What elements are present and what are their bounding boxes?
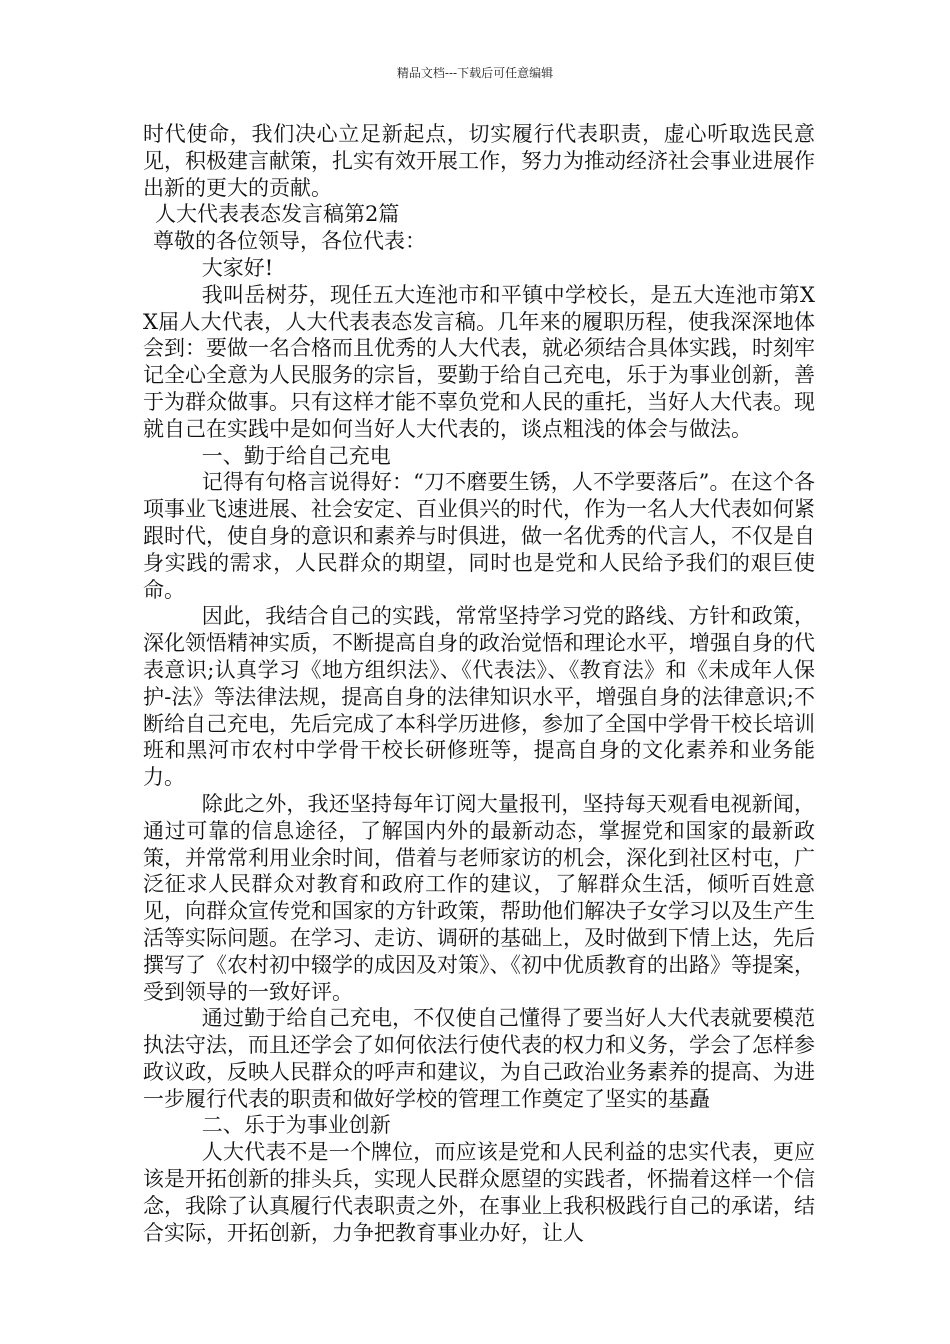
paragraph-summary: 通过勤于给自己充电，不仅使自己懂得了要当好人大代表就要模范执法守法，而且还学会了如何依法行使代表的权力和义务，学会了怎样参政议政，反映人民群众的呼声和建议，为自己政治业务素养的提高、为进一步履行代表的职责和做好学校的管理工作奠定了坚实的基矗 [143,1006,815,1111]
greeting: 大家好! [201,255,274,280]
page-header: 精品文档---下载后可任意编辑 [396,66,554,80]
section-title: 人大代表表态发言稿第2篇 [155,202,400,227]
paragraph-study: 因此，我结合自己的实践，常常坚持学习党的路线、方针和政策，深化领悟精神实质，不断提高自身的政治觉悟和理论水平，增强自身的代表意识;认真学习《地方组织法》、《代表法》、《教育法》和《未成年人保护-法》等法律法规，提高自身的法律知识水平，增强自身的法律意识;不断给自己充电，先后完成了本科学历进修，参加了全国中学骨干校长培训班和黑河市农村中学骨干校长研修班等，提高自身的文化素养和业务能力。 [143,604,815,790]
paragraph-proverb: 记得有句格言说得好：“刀不磨要生锈，人不学要落后”。在这个各项事业飞速进展、社会安定、百业俱兴的时代，作为一名人大代表如何紧跟时代，使自身的意识和素养与时俱进，做一名优秀的代言人，不仅是自身实践的需求，人民群众的期望，同时也是党和人民给予我们的艰巨使命。 [143,470,815,602]
paragraph-research: 除此之外，我还坚持每年订阅大量报刊，坚持每天观看电视新闻，通过可靠的信息途径，了解国内外的最新动态，掌握党和国家的最新政策，并常常利用业余时间，借着与老师家访的机会，深化到社区村屯，广泛征求人民群众对教育和政府工作的建议，了解群众生活，倾听百姓意见，向群众宣传党和国家的方针政策，帮助他们解决子女学习以及生产生活等实际问题。在学习、走访、调研的基础上，及时做到下情上达，先后撰写了《农村初中辍学的成因及对策》、《初中优质教育的出路》等提案，受到领导的一致好评。 [143,791,815,1004]
heading-two: 二、乐于为事业创新 [201,1113,391,1138]
paragraph-innovation: 人大代表不是一个牌位，而应该是党和人民利益的忠实代表，更应该是开拓创新的排头兵，实现人民群众愿望的实践者，怀揣着这样一个信念，我除了认真履行代表职责之外，在事业上我积极践行自己的承诺，结合实际，开拓创新，力争把教育事业办好，让人 [143,1140,815,1245]
salutation: 尊敬的各位领导，各位代表： [153,229,426,254]
paragraph-introduction: 我叫岳树芬，现任五大连池市和平镇中学校长，是五大连池市第XX届人大代表，人大代表表态发言稿。几年来的履职历程，使我深深地体会到：要做一名合格而且优秀的人大代表，就必须结合具体实践，时刻牢记全心全意为人民服务的宗旨，要勤于给自己充电，乐于为事业创新，善于为群众做事。只有这样才能不辜负党和人民的重托，当好人大代表。现就自己在实践中是如何当好人大代表的，谈点粗浅的体会与做法。 [143,282,815,441]
paragraph-continuation: 时代使命，我们决心立足新起点，切实履行代表职责，虚心听取选民意见，积极建言献策，扎实有效开展工作，努力为推动经济社会事业进展作出新的更大的贡献。 [143,122,815,200]
heading-one: 一、勤于给自己充电 [201,443,391,468]
document-body [143,121,815,1246]
